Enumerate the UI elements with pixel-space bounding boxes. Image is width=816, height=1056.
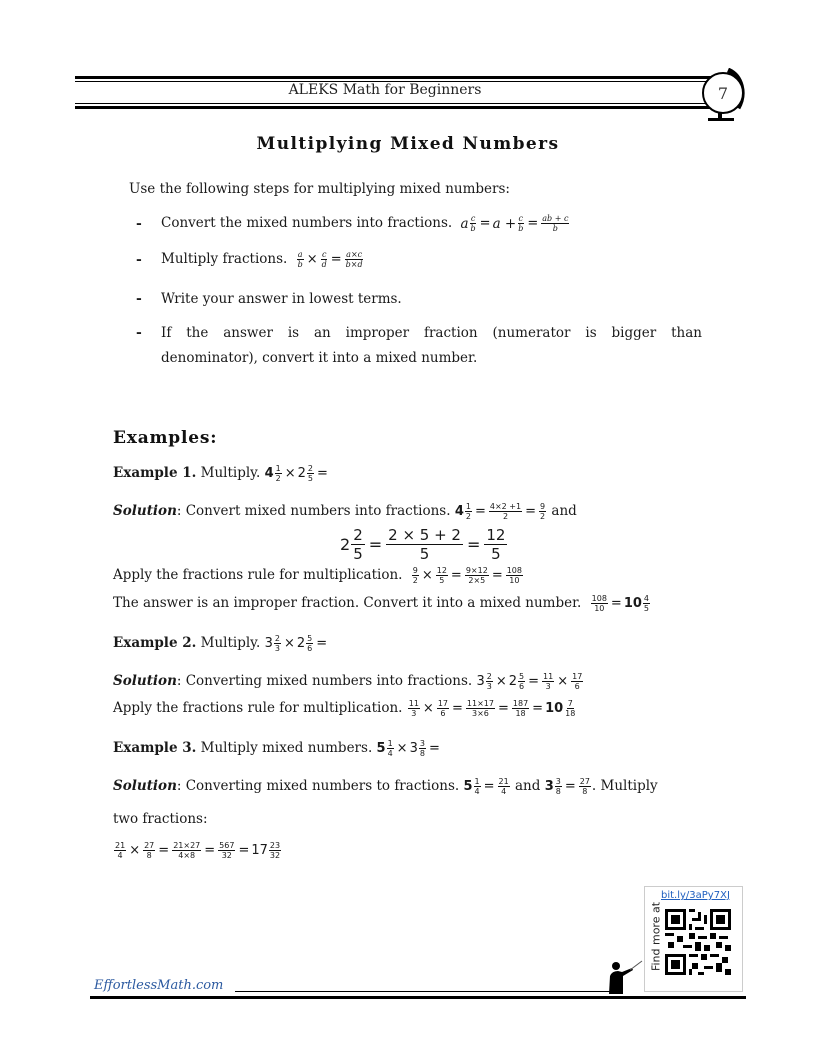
qr-code-icon[interactable]	[665, 908, 731, 976]
step-lowest-terms: Write your answer in lowest terms.	[161, 291, 402, 307]
qr-short-link[interactable]: bit.ly/3aPy7XJ	[661, 890, 730, 901]
example-1-apply: Apply the fractions rule for multiplication. $\frac{9}{2}$ × $\frac{12}{5}$ = $\frac{9\times 12}{2\times 5}$ = $\frac{108}{10}$	[113, 566, 522, 585]
bullet-dash: -	[136, 291, 142, 307]
mixed-to-fraction-formula: a $\frac{c}{b}$ = a + $\frac{c}{b}$ = $\frac{ab + c}{b}$	[460, 214, 569, 233]
page-title: Multiplying Mixed Numbers	[256, 134, 560, 154]
example-1-prompt: Example 1. Multiply. 4 $\frac{1}{2}$ × 2 $\frac{2}{5}$ =	[113, 464, 328, 483]
step-text: Multiply fractions.	[161, 251, 288, 267]
example-1-problem: 4 $\frac{1}{2}$ × 2 $\frac{2}{5}$ =	[264, 464, 328, 483]
header-rule-bottom-thin	[75, 103, 715, 104]
example-3-line2: two fractions:	[113, 811, 208, 827]
example-2-apply: Apply the fractions rule for multiplication. $\frac{11}{3}$ × $\frac{17}{6}$ = $\frac{11\times 17}{3\times 6}$ = $\frac{187}{18}$ = 10 $\frac{7}{18}$	[113, 699, 576, 718]
bullet-dash: -	[136, 216, 142, 232]
footer-rule-thick	[90, 996, 746, 999]
example-1-convert: The answer is an improper fraction. Convert it into a mixed number. $\frac{108}{10}$ = 10 $\frac{4}{5}$	[113, 594, 650, 613]
page-number: 7	[702, 72, 744, 114]
step-text: Convert the mixed numbers into fractions.	[161, 215, 453, 231]
bullet-dash: -	[136, 325, 142, 341]
example-3-prompt: Example 3. Multiply mixed numbers. 5 $\frac{1}{4}$ × 3 $\frac{3}{8}$ =	[113, 739, 440, 758]
teacher-pointer-icon	[604, 960, 644, 994]
intro-text: Use the following steps for multiplying mixed numbers:	[129, 181, 510, 197]
example-2-problem: 3 $\frac{2}{3}$ × 2 $\frac{5}{6}$ =	[264, 634, 328, 653]
step-convert	[161, 214, 570, 233]
example-3-solution: Solution: Converting mixed numbers to fractions. 5 $\frac{1}{4}$ = $\frac{21}{4}$ and 3 $\frac{3}{8}$ = $\frac{27}{8}$ . Multiply	[113, 777, 658, 796]
step-improper-line2: denominator), convert it into a mixed number.	[161, 350, 478, 366]
brand-link[interactable]: EffortlessMath.com	[94, 978, 224, 993]
example-1-conversion-1: 4 $\frac{1}{2}$ = $\frac{4\times 2 +1}{2}$ = $\frac{9}{2}$	[454, 502, 546, 521]
example-1-solution: Solution: Convert mixed numbers into fractions. 4 $\frac{1}{2}$ = $\frac{4\times 2 +1}{2}$ = $\frac{9}{2}$ and	[113, 502, 577, 521]
step-improper-line1: If the answer is an improper fraction (numerator is bigger than	[161, 325, 702, 341]
bullet-dash: -	[136, 252, 142, 268]
example-3-problem: 5 $\frac{1}{4}$ × 3 $\frac{3}{8}$ =	[376, 739, 440, 758]
step-multiply	[161, 250, 365, 269]
fraction-multiply-formula: $\frac{a}{b}$ × $\frac{c}{d}$ = $\frac{a\times c}{b\times d}$	[297, 250, 363, 269]
examples-heading: Examples:	[113, 428, 218, 448]
footer-rule-thin	[235, 991, 610, 992]
running-title: ALEKS Math for Beginners	[288, 82, 482, 98]
example-3-final: $\frac{21}{4}$ × $\frac{27}{8}$ = $\frac{21\times 27}{4\times 8}$ = $\frac{567}{32}$ = 17 $\frac{23}{32}$	[115, 841, 281, 860]
example-1-conversion-2: 2 $\frac{2}{5}$ = $\frac{2 \times 5 + 2}{5}$ = $\frac{12}{5}$	[340, 526, 506, 563]
qr-side-text: Find more at	[649, 901, 663, 972]
header-rule-bottom-thick	[75, 106, 715, 109]
example-2-solution: Solution: Converting mixed numbers into fractions. 3 $\frac{2}{3}$ × 2 $\frac{5}{6}$ = $\frac{11}{3}$ × $\frac{17}{6}$	[113, 672, 583, 691]
header-rule-top-thick	[75, 76, 715, 79]
example-2-prompt: Example 2. Multiply. 3 $\frac{2}{3}$ × 2 $\frac{5}{6}$ =	[113, 634, 328, 653]
